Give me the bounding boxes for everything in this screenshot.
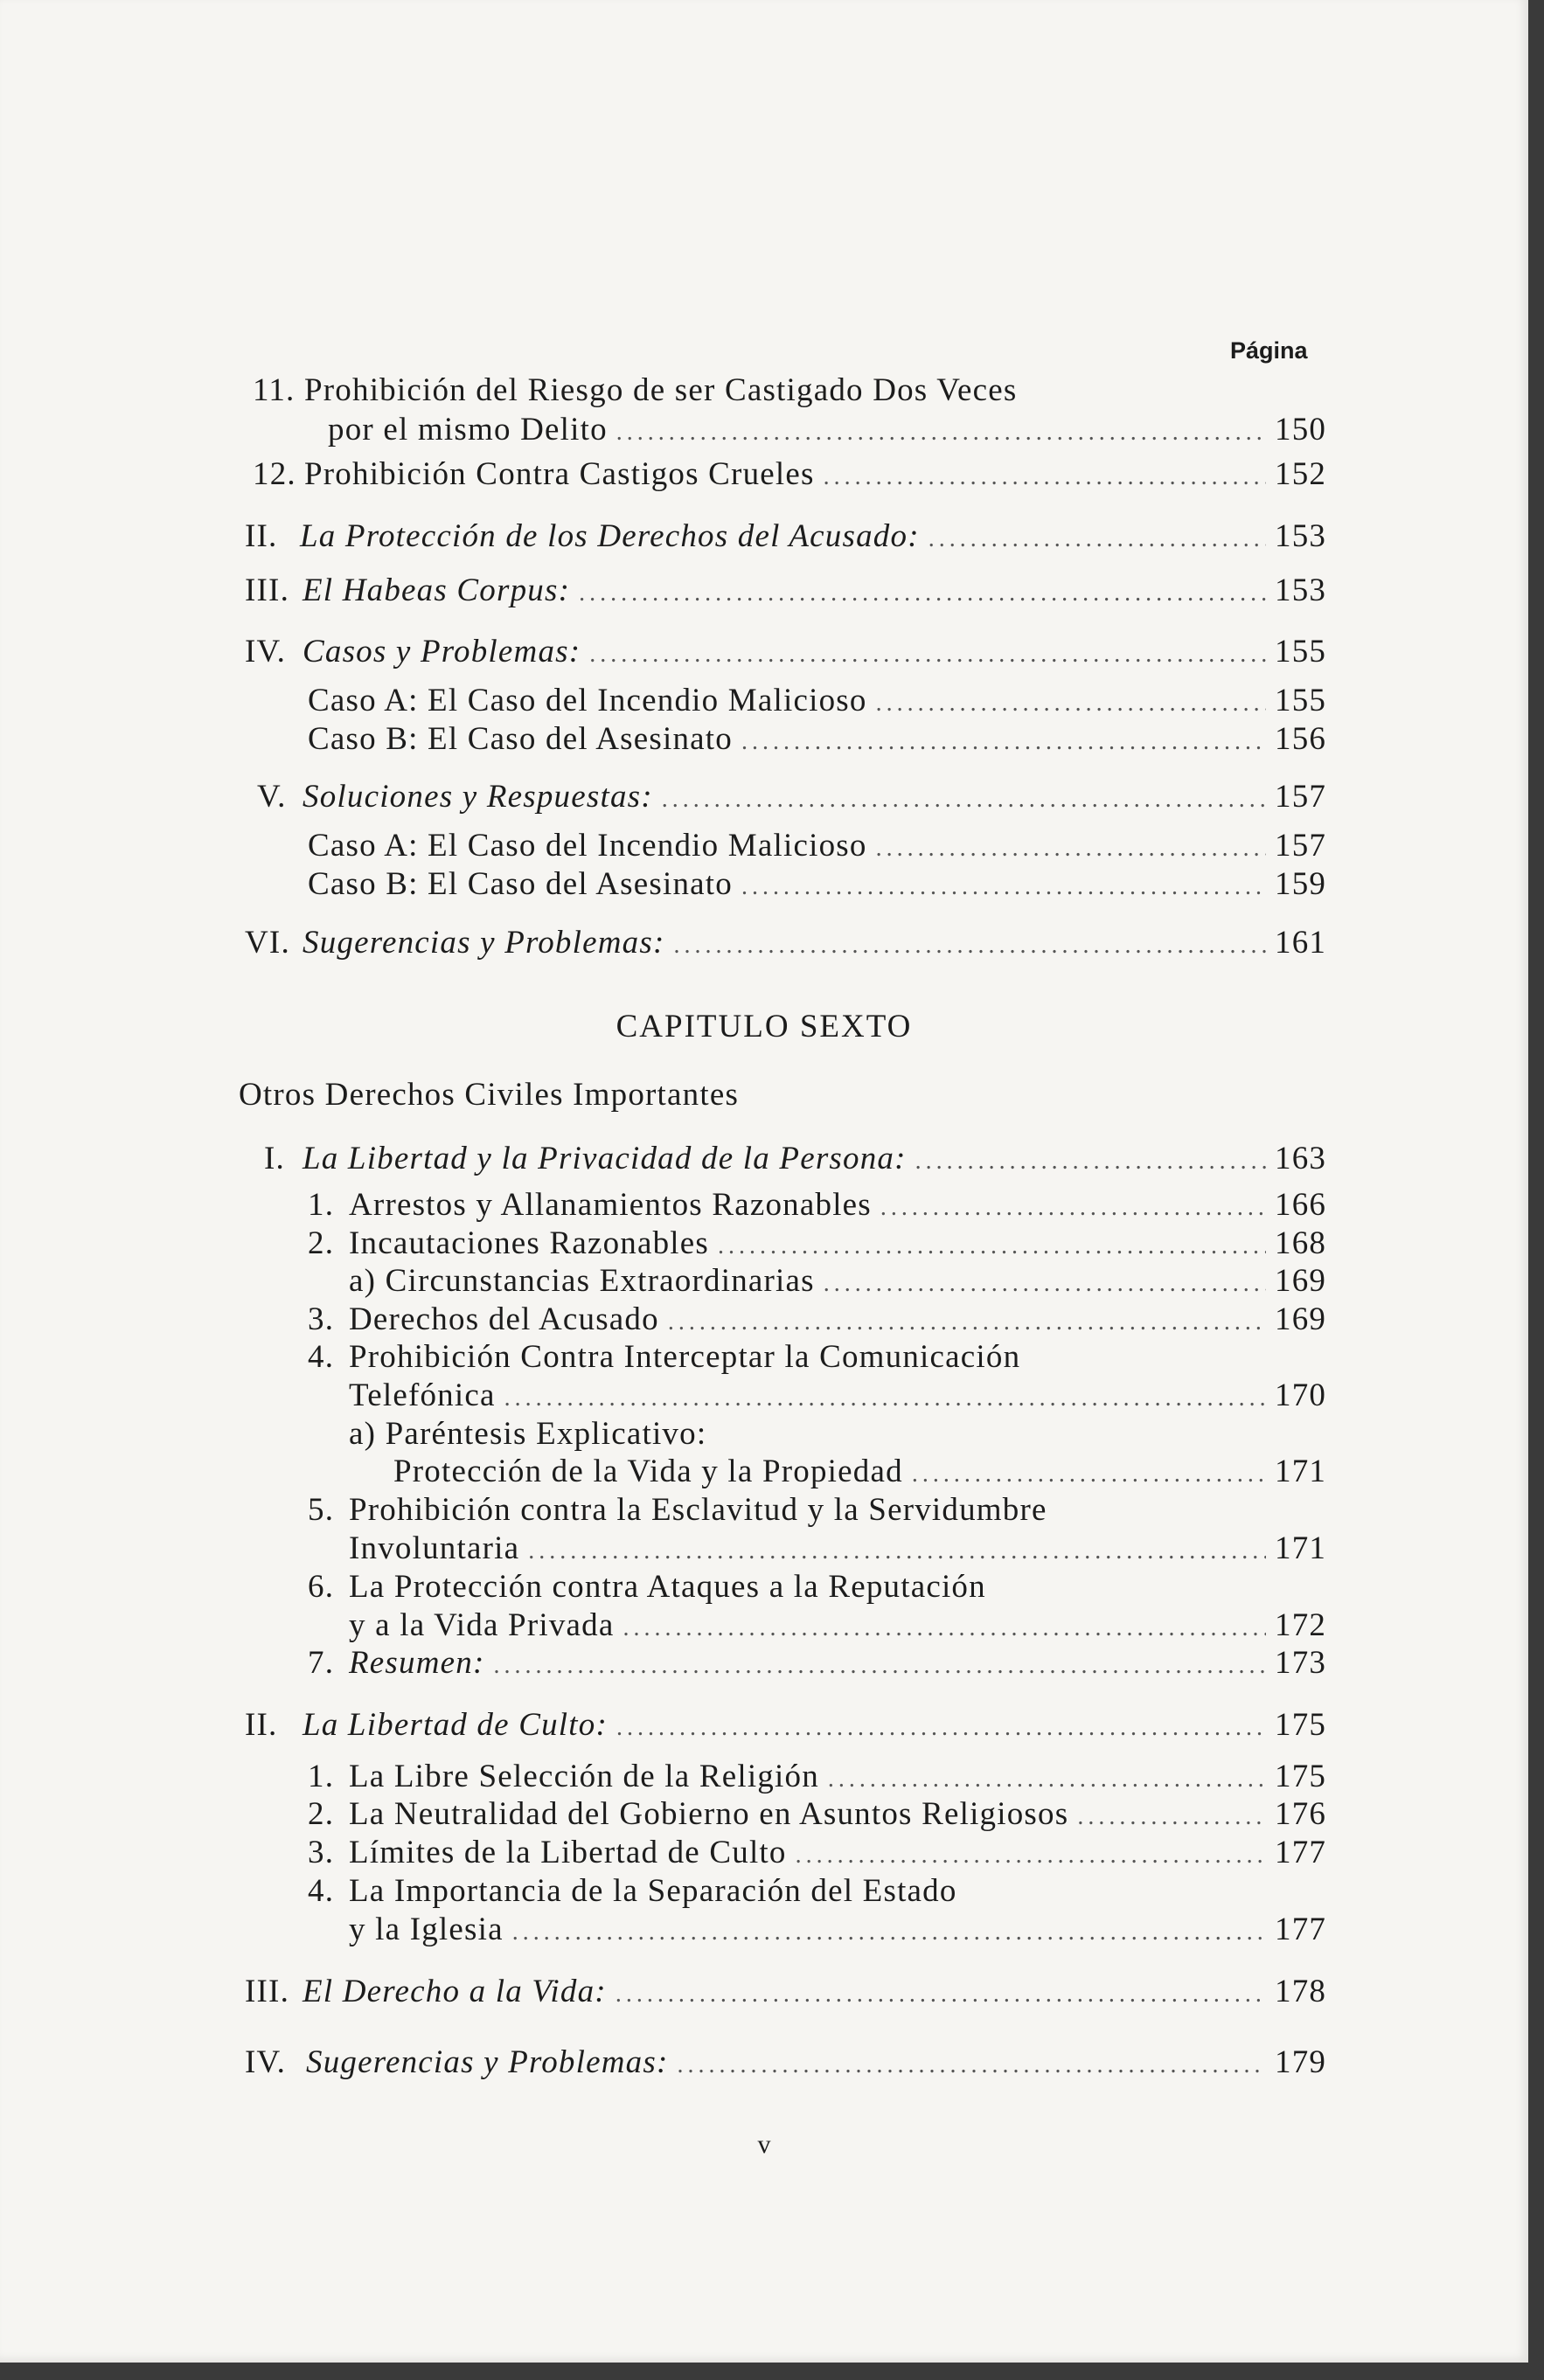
chapter-section-I-page: 163	[1275, 1141, 1327, 1176]
toc-section-II	[300, 517, 1327, 559]
chapter-culto-3-number: 3.	[308, 1835, 335, 1870]
chapter-culto-4-line2: y la Iglesia	[349, 1912, 504, 1947]
dot-leader	[579, 573, 1266, 614]
chapter-section-I	[303, 1139, 1327, 1182]
dot-leader	[796, 1835, 1266, 1876]
pagina-column-header: Página	[1230, 337, 1308, 364]
chapter-item-5	[349, 1529, 1327, 1572]
chapter-culto-4	[349, 1910, 1327, 1953]
toc-entry-12-number: 12.	[253, 456, 296, 492]
chapter-culto-1-page: 175	[1275, 1759, 1327, 1794]
dot-leader	[589, 635, 1266, 675]
dot-leader	[512, 1912, 1266, 1953]
dot-leader	[876, 683, 1266, 724]
toc-section-VI	[303, 923, 1327, 966]
chapter-section-III	[303, 1972, 1327, 2015]
chapter-section-I-label: La Libertad y la Privacidad de la Persona:	[303, 1141, 907, 1176]
chapter-culto-2-number: 2.	[308, 1796, 335, 1832]
chapter-section-I-number: I.	[264, 1141, 285, 1176]
toc-entry-11-page: 150	[1275, 412, 1327, 448]
chapter-culto-4-page: 177	[1275, 1912, 1327, 1947]
toc-section-V-case-a-label: Caso A: El Caso del Incendio Malicioso	[308, 828, 867, 864]
dot-leader	[504, 1378, 1266, 1419]
chapter-item-6-line2: y a la Vida Privada	[349, 1607, 615, 1643]
chapter-section-II	[303, 1705, 1327, 1748]
chapter-section-II-number: II.	[245, 1707, 278, 1743]
toc-section-IV-case-a	[308, 681, 1327, 724]
chapter-item-7-number: 7.	[308, 1645, 335, 1681]
toc-section-III-page: 153	[1275, 572, 1327, 608]
toc-entry-12	[304, 454, 1327, 497]
toc-entry-12-page: 152	[1275, 456, 1327, 492]
toc-entry-11-number: 11.	[253, 372, 296, 408]
chapter-item-2a-label: a) Circunstancias Extraordinarias	[349, 1263, 815, 1299]
chapter-culto-1	[349, 1757, 1327, 1800]
toc-entry-11	[328, 410, 1327, 453]
chapter-item-6-number: 6.	[308, 1569, 335, 1605]
page-number: v	[757, 2130, 771, 2159]
chapter-item-4a	[393, 1452, 1327, 1495]
chapter-item-1-number: 1.	[308, 1187, 335, 1223]
chapter-item-1-page: 166	[1275, 1187, 1327, 1223]
toc-section-V-case-b	[308, 864, 1327, 907]
chapter-item-4-line1: Prohibición Contra Interceptar la Comunicación	[349, 1339, 1021, 1375]
dot-leader	[528, 1531, 1266, 1572]
dot-leader	[616, 413, 1266, 453]
chapter-item-4a-line2: Protección de la Vida y la Propiedad	[393, 1454, 903, 1489]
chapter-section-III-page: 178	[1275, 1974, 1327, 2009]
chapter-item-3-number: 3.	[308, 1301, 335, 1337]
chapter-section-IV-label: Sugerencias y Problemas:	[306, 2044, 669, 2080]
toc-section-III-label: El Habeas Corpus:	[303, 572, 571, 608]
toc-section-II-number: II.	[245, 518, 278, 554]
chapter-item-4-line2: Telefónica	[349, 1377, 496, 1413]
chapter-item-2a	[349, 1261, 1327, 1304]
toc-section-IV-case-b-page: 156	[1275, 721, 1327, 757]
chapter-culto-4-number: 4.	[308, 1873, 335, 1909]
toc-section-VI-label: Sugerencias y Problemas:	[303, 925, 665, 961]
chapter-item-2-page: 168	[1275, 1225, 1327, 1261]
chapter-item-5-line2: Involuntaria	[349, 1530, 520, 1566]
chapter-section-III-number: III.	[245, 1974, 290, 2009]
dot-leader	[824, 1264, 1266, 1304]
chapter-title: CAPITULO SEXTO	[616, 1009, 913, 1044]
toc-section-V-label: Soluciones y Respuestas:	[303, 779, 653, 815]
dot-leader	[824, 457, 1266, 497]
chapter-item-6-line1: La Protección contra Ataques a la Reputación	[349, 1569, 986, 1605]
toc-section-V-case-b-label: Caso B: El Caso del Asesinato	[308, 866, 733, 902]
chapter-subtitle: Otros Derechos Civiles Importantes	[239, 1077, 740, 1113]
toc-section-V-case-a-page: 157	[1275, 828, 1327, 864]
chapter-item-7-label: Resumen:	[349, 1645, 485, 1681]
toc-entry-11-line2: por el mismo Delito	[328, 412, 608, 448]
toc-section-II-page: 153	[1275, 518, 1327, 554]
chapter-item-7-page: 173	[1275, 1645, 1327, 1681]
toc-section-IV-case-a-page: 155	[1275, 683, 1327, 718]
chapter-item-4-number: 4.	[308, 1339, 335, 1375]
dot-leader	[662, 780, 1266, 820]
chapter-section-IV-number: IV.	[245, 2044, 287, 2080]
chapter-culto-3-label: Límites de la Libertad de Culto	[349, 1835, 787, 1870]
chapter-item-6-page: 172	[1275, 1607, 1327, 1643]
chapter-item-1	[349, 1185, 1327, 1228]
chapter-item-3	[349, 1300, 1327, 1343]
dot-leader	[673, 926, 1266, 966]
chapter-culto-2-label: La Neutralidad del Gobierno en Asuntos Religiosos	[349, 1796, 1069, 1832]
chapter-culto-3-page: 177	[1275, 1835, 1327, 1870]
scan-edge-right	[1528, 0, 1544, 2380]
dot-leader	[928, 519, 1266, 559]
chapter-section-IV-page: 179	[1275, 2044, 1327, 2080]
dot-leader	[616, 1974, 1266, 2015]
toc-section-V-number: V.	[257, 779, 287, 815]
chapter-item-3-page: 169	[1275, 1301, 1327, 1337]
chapter-culto-1-label: La Libre Selección de la Religión	[349, 1759, 819, 1794]
chapter-item-5-number: 5.	[308, 1492, 335, 1528]
dot-leader	[616, 1708, 1266, 1748]
chapter-item-4	[349, 1376, 1327, 1419]
chapter-item-1-label: Arrestos y Allanamientos Razonables	[349, 1187, 872, 1223]
chapter-culto-4-line1: La Importancia de la Separación del Estado	[349, 1873, 957, 1909]
chapter-section-IV	[306, 2043, 1327, 2085]
dot-leader	[741, 867, 1266, 907]
toc-section-IV-number: IV.	[245, 634, 287, 670]
chapter-item-4a-page: 171	[1275, 1454, 1327, 1489]
chapter-item-2-number: 2.	[308, 1225, 335, 1261]
chapter-item-7	[349, 1643, 1327, 1686]
chapter-item-5-line1: Prohibición contra la Esclavitud y la Servidumbre	[349, 1492, 1047, 1528]
toc-section-IV-label: Casos y Problemas:	[303, 634, 581, 670]
chapter-culto-2-page: 176	[1275, 1796, 1327, 1832]
toc-section-IV	[303, 632, 1327, 675]
dot-leader	[876, 829, 1266, 869]
toc-section-IV-case-a-label: Caso A: El Caso del Incendio Malicioso	[308, 683, 867, 718]
chapter-section-II-page: 175	[1275, 1707, 1327, 1743]
toc-section-V-case-a	[308, 826, 1327, 869]
chapter-item-2-label: Incautaciones Razonables	[349, 1225, 709, 1261]
toc-section-IV-case-b-label: Caso B: El Caso del Asesinato	[308, 721, 733, 757]
toc-section-III-number: III.	[245, 572, 290, 608]
dot-leader	[1077, 1797, 1266, 1837]
dot-leader	[741, 722, 1266, 762]
chapter-item-6	[349, 1606, 1327, 1648]
scan-edge-bottom	[0, 2363, 1544, 2380]
chapter-item-3-label: Derechos del Acusado	[349, 1301, 659, 1337]
toc-section-II-label: La Protección de los Derechos del Acusado:	[300, 518, 920, 554]
toc-section-III	[303, 571, 1327, 614]
chapter-culto-2	[349, 1794, 1327, 1837]
toc-entry-11-line1: Prohibición del Riesgo de ser Castigado Dos Veces	[304, 372, 1018, 408]
dot-leader	[915, 1141, 1266, 1182]
chapter-item-4-page: 170	[1275, 1377, 1327, 1413]
toc-section-IV-page: 155	[1275, 634, 1327, 670]
toc-section-IV-case-b	[308, 719, 1327, 762]
toc-section-V-page: 157	[1275, 779, 1327, 815]
chapter-culto-3	[349, 1833, 1327, 1876]
chapter-item-5-page: 171	[1275, 1530, 1327, 1566]
dot-leader	[494, 1646, 1267, 1686]
dot-leader	[912, 1454, 1266, 1495]
chapter-section-III-label: El Derecho a la Vida:	[303, 1974, 607, 2009]
toc-section-V-case-b-page: 159	[1275, 866, 1327, 902]
dot-leader	[880, 1188, 1266, 1228]
toc-section-V	[303, 777, 1327, 820]
toc-section-VI-number: VI.	[245, 925, 290, 961]
chapter-item-2a-page: 169	[1275, 1263, 1327, 1299]
dot-leader	[677, 2045, 1266, 2085]
chapter-culto-1-number: 1.	[308, 1759, 335, 1794]
toc-section-VI-page: 161	[1275, 925, 1327, 961]
toc-entry-12-label: Prohibición Contra Castigos Crueles	[304, 456, 815, 492]
chapter-item-2	[349, 1224, 1327, 1266]
chapter-item-4a-line1: a) Paréntesis Explicativo:	[349, 1416, 707, 1452]
chapter-section-II-label: La Libertad de Culto:	[303, 1707, 608, 1743]
